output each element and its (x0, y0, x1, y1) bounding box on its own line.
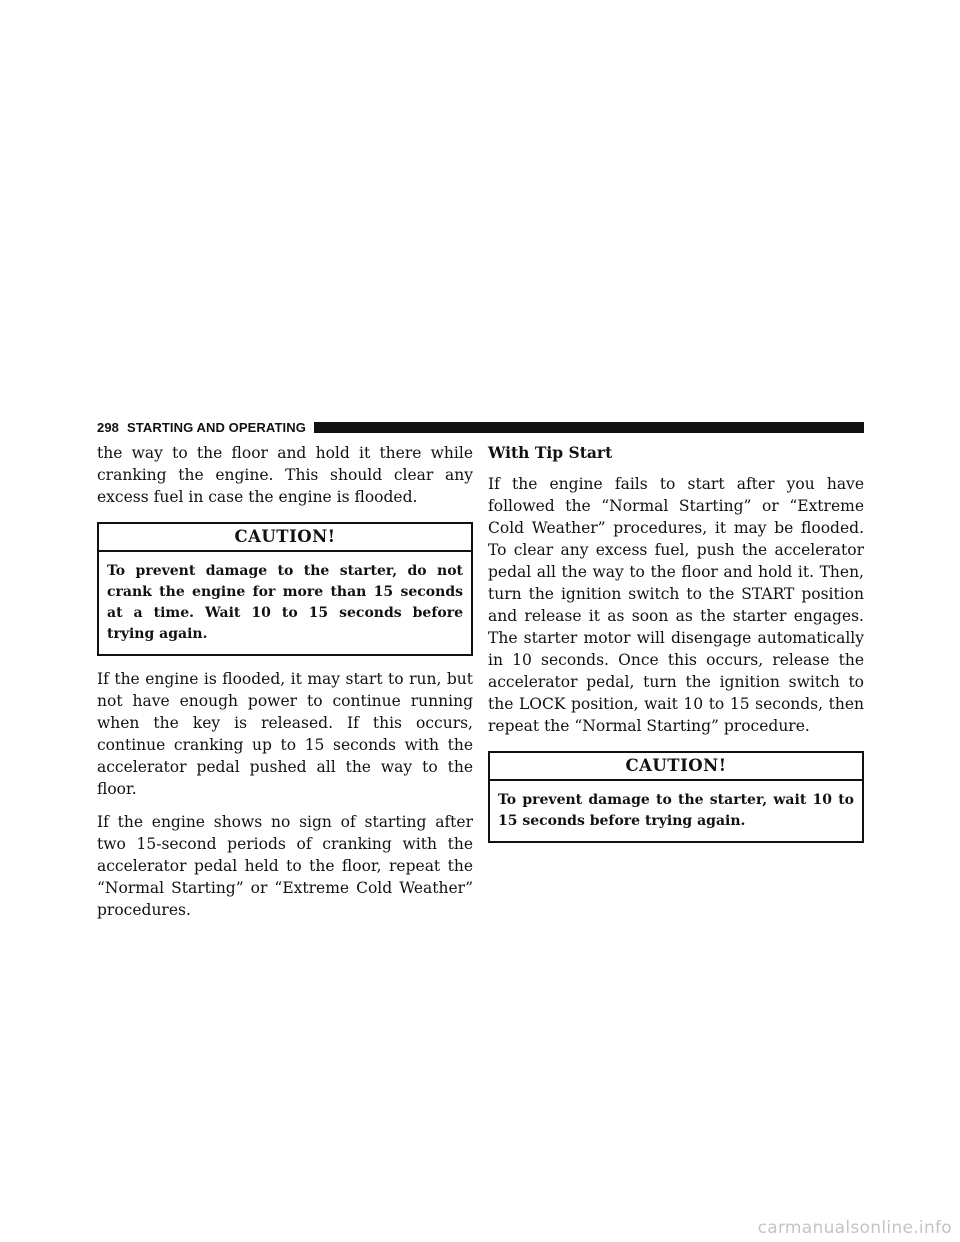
paragraph-no-start: If the engine shows no sign of starting after two 15-second periods of cranking with the accelerator pedal held to the floor, repeat the “Normal Starting” or “Extreme Cold Weather” procedures. (97, 813, 473, 919)
watermark-text: carmanualsonline.info (757, 1218, 952, 1238)
caution-box-crank-limit (97, 522, 473, 656)
left-column (97, 442, 473, 932)
heading-tip-start: With Tip Start (488, 443, 613, 462)
caution-box-starter-wait (488, 751, 864, 843)
section-title: STARTING AND OPERATING (127, 419, 306, 435)
caution-title: CAUTION! (490, 753, 862, 781)
right-column (488, 442, 864, 855)
caution-text: To prevent damage to the starter, do not crank the engine for more than 15 seconds at a time. Wait 10 to 15 seconds before trying again. (107, 563, 463, 642)
page-number: 298 (97, 419, 119, 435)
page-header (97, 418, 864, 436)
caution-title: CAUTION! (99, 524, 471, 552)
paragraph-engine-flooded: If the engine is flooded, it may start to run, but not have enough power to continue running when the key is released. If this occurs, continue cranking up to 15 seconds with the accelerator pedal pushed all the way to the floor. (97, 670, 473, 798)
header-rule (314, 422, 864, 433)
paragraph-flood-continued: the way to the floor and hold it there while cranking the engine. This should clear any excess fuel in case the engine is flooded. (97, 444, 473, 506)
caution-text: To prevent damage to the starter, wait 10 to 15 seconds before trying again. (498, 792, 854, 829)
paragraph-tip-start: If the engine fails to start after you have followed the “Normal Starting” or “Extreme Cold Weather” procedures, it may be flooded. To clear any excess fuel, push the accelerator pedal all the way to the floor and hold it. Then, turn the ignition switch to the START position and release it as soon as the starter engages. The starter motor will disengage automatically in 10 seconds. Once this occurs, release the accelerator pedal, turn the ignition switch to the LOCK position, wait 10 to 15 seconds, then repeat the “Normal Starting” procedure. (488, 475, 864, 735)
